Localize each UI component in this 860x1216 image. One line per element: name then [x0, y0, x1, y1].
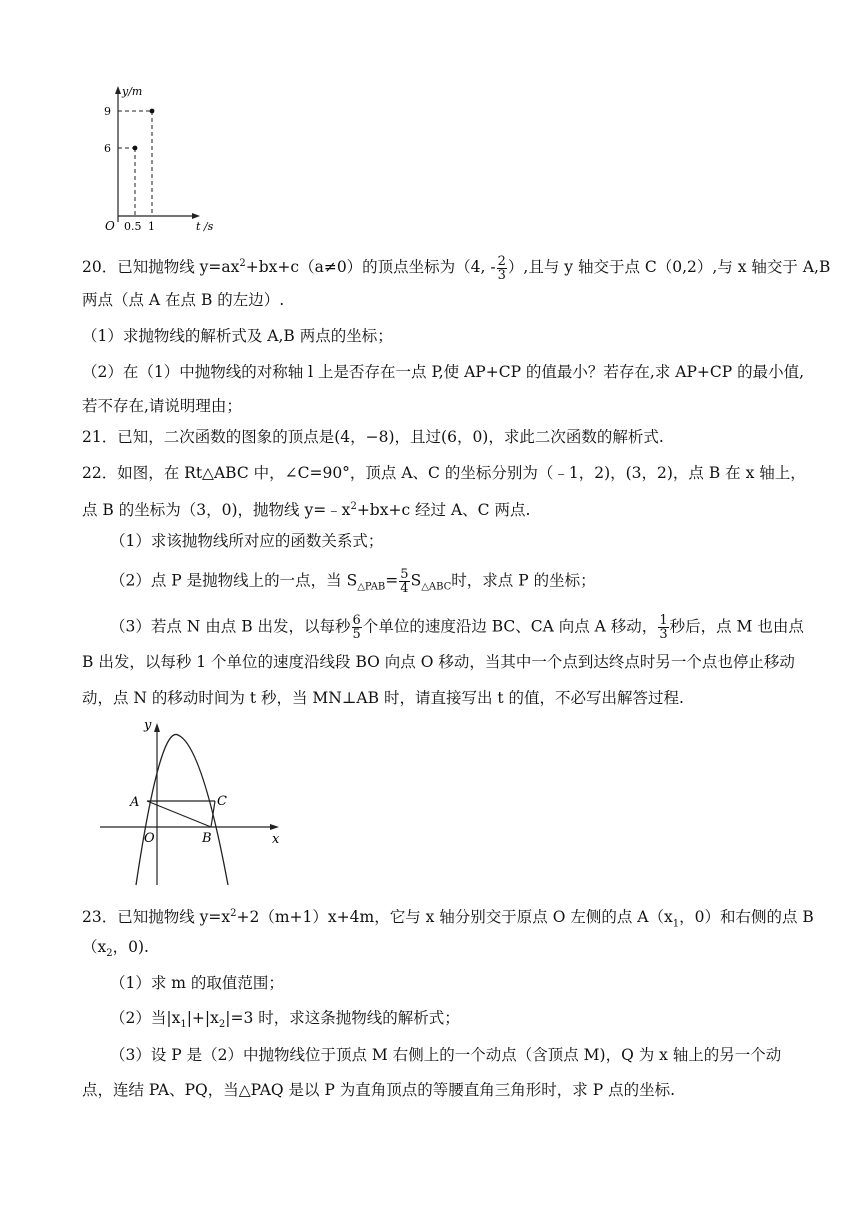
x-tick-0.5: 0.5: [124, 220, 142, 232]
y-axis-label: y: [144, 718, 152, 733]
fraction-1-3: $\frac{1}{3}$: [659, 613, 668, 642]
segment-CB: [211, 801, 215, 827]
q22-part3-line1: （3）若点 N 由点 B 出发，以每秒 $\frac{6}{5}$ 个单位的速度沿边 BC、CA 向点 A 移动， $\frac{1}{3}$ 秒后，点 M 也由点: [110, 613, 804, 642]
q22-part3-line3: 动，点 N 的移动时间为 t 秒，当 MN⊥AB 时，请直接写出 t 的值，不必写出解答过程.: [82, 689, 684, 707]
q23-line2: （$x_2$，0).: [82, 938, 149, 960]
point-A-label: A: [130, 795, 140, 810]
y-axis-label: y/m: [122, 85, 143, 98]
q20-part1: （1）求抛物线的解析式及 A,B 两点的坐标；: [82, 327, 393, 345]
q23-line1: 23．已知抛物线 $y=x^2+2(m+1)x+4m$，它与 x 轴分别交于原点 O 左侧的点 $A(x_1$，0）和右侧的点 B: [82, 908, 814, 930]
point-B-label: B: [202, 831, 212, 846]
point-C-label: C: [217, 794, 227, 809]
x-axis-label: x: [272, 832, 280, 847]
q22-part1: （1）求该抛物线所对应的函数关系式；: [110, 532, 384, 550]
y-tick-9: 9: [104, 105, 111, 118]
position-time-graph: [100, 82, 215, 232]
fraction-6-5: $\frac{6}{5}$: [352, 613, 361, 642]
origin-label: O: [105, 219, 115, 232]
q23-part2: （2）当$|x_1|+|x_2|=3$ 时，求这条抛物线的解析式；: [110, 1009, 460, 1031]
q20-line1: 20．已知抛物线 $y=ax^2+bx+c(a\ne 0)$的顶点坐标为（4, - $\frac{2}{3}$ ）,且与 y 轴交于点 C（0,2）,与 x 轴交于 A,B: [82, 253, 831, 283]
q22-line2: 点 B 的坐标为（3，0)，抛物线 $y=﹣x^2+bx+c$ 经过 A、C 两点.: [82, 501, 531, 520]
fraction-5-4: $\frac{5}{4}$: [400, 567, 409, 596]
x-tick-1: 1: [148, 220, 155, 232]
q23-part3-line2: 点，连结 PA、PQ，当△PAQ 是以 P 为直角顶点的等腰直角三角形时，求 P 点的坐标.: [82, 1081, 676, 1099]
origin-label: O: [144, 831, 155, 846]
x-axis-arrow: [192, 213, 200, 219]
y-axis-arrow: [154, 723, 160, 732]
q20-part2-line2: 若不存在,请说明理由；: [82, 397, 242, 415]
x-axis-label: t /s: [196, 220, 214, 232]
y-axis-arrow: [115, 86, 121, 94]
q23-part3-line1: （3）设 P 是（2）中抛物线位于顶点 M 右侧上的一个动点（含顶点 M)，Q 为 x 轴上的另一个动: [110, 1046, 782, 1064]
y-tick-6: 6: [104, 142, 111, 155]
q20-line2: 两点（点 A 在点 B 的左边）.: [82, 291, 285, 309]
q22-part3-line2: B 出发，以每秒 1 个单位的速度沿线段 BO 向点 O 移动，当其中一个点到达终点时另一个点也停止移动: [82, 653, 795, 671]
point-0.5-6: [133, 146, 138, 151]
point-1-9: [150, 109, 155, 114]
q21-text: 21．已知，二次函数的图象的顶点是(4，−8)，且过(6，0)，求此二次函数的解析式.: [82, 428, 664, 446]
fraction-2-3: $\frac{2}{3}$: [497, 253, 506, 283]
q22-part2: （2）点 P 是抛物线上的一点，当 $S_{\triangle PAB}=$ $\frac{5}{4}$ $S_{\triangle ABC}$时，求点 P 的坐标；: [110, 567, 596, 596]
q22-line1: 22．如图，在 Rt△ABC 中，∠C=90°，顶点 A、C 的坐标分别为（﹣1，2)，(3，2)，点 B 在 x 轴上，: [82, 464, 806, 482]
q23-part1: （1）求 m 的取值范围；: [110, 974, 284, 992]
q20-part2-line1: （2）在（1）中抛物线的对称轴 l 上是否存在一点 P,使 AP+CP 的值最小？若存在,求 AP+CP 的最小值,: [82, 363, 805, 381]
parabola-figure: [98, 715, 288, 887]
x-axis-arrow: [270, 824, 279, 830]
